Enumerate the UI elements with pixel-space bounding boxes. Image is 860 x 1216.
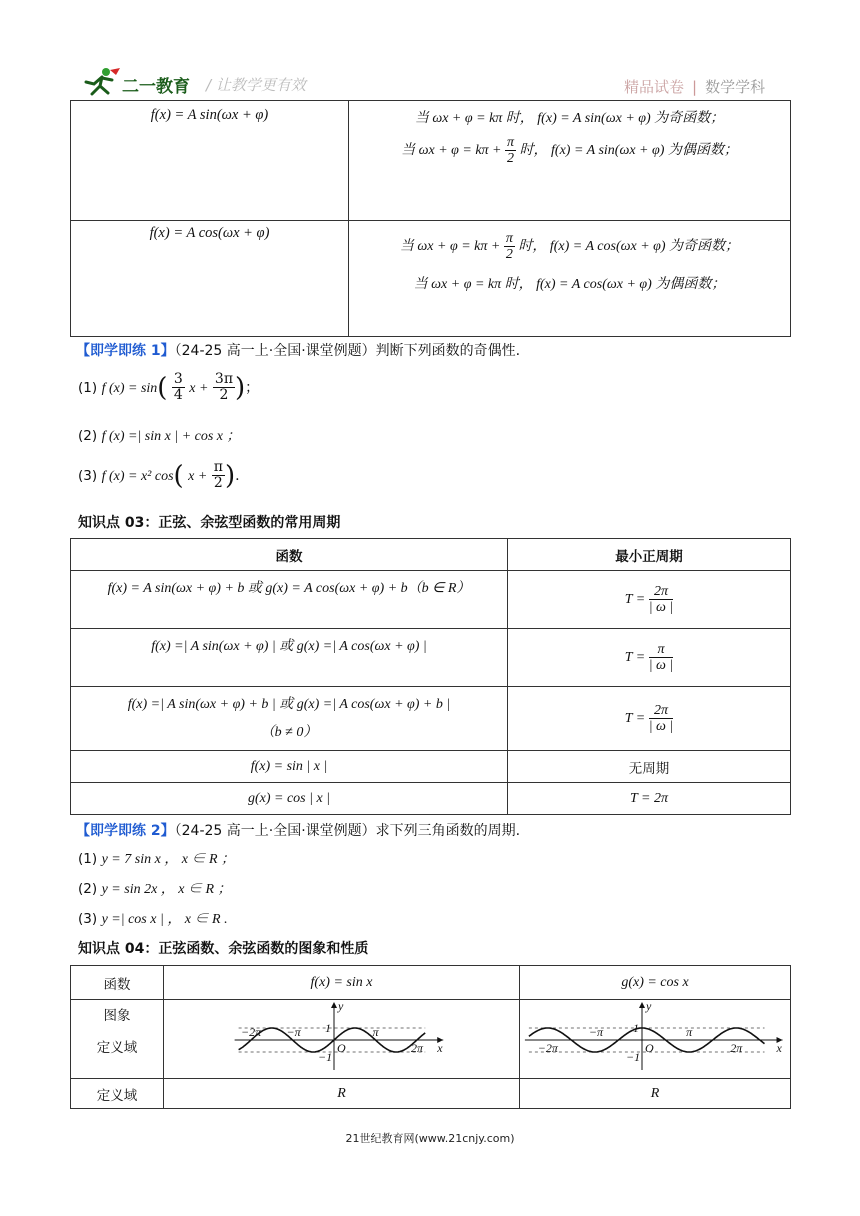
graph-table	[70, 965, 791, 1109]
practice2-tag: 【即学即练 2】	[76, 823, 175, 839]
y-axis-arrow-icon	[639, 1002, 645, 1008]
parity-func-cos: f(x) = A cos(ωx + φ)	[149, 225, 270, 241]
graph-row-domain	[71, 1079, 791, 1109]
period-row: f(x) = sin | x | 无周期	[71, 751, 791, 783]
fraction: $\frac{2\pi}{| \omega |}$	[648, 583, 674, 615]
period-row: f(x) = A sin(ωx + φ) + b 或 g(x) = A cos(ωx + φ) + b（b ∈ R） T = $\frac{2\pi}{| \omega |}$	[71, 571, 791, 629]
pi-label: π	[372, 1025, 379, 1039]
parity-table	[70, 100, 791, 337]
practice2-item-3: (3) y =| cos x | ， x ∈ R .	[78, 911, 228, 927]
parity-sin-odd: 当 ωx + φ = kπ 时， f(x) = A sin(ωx + φ) 为奇函数；	[414, 111, 725, 126]
neg-two-pi-label: −2π	[241, 1025, 262, 1039]
fraction: $\frac{\pi}{2}$	[213, 459, 223, 492]
parity-sin-even: 当 ωx + φ = kπ + $\frac{\pi}{2}$ 时， f(x) = A sin(ωx + φ) 为偶函数；	[401, 135, 738, 167]
pi-label: π	[686, 1025, 693, 1039]
parity-func-sin: f(x) = A sin(ωx + φ)	[150, 107, 269, 123]
practice1-heading	[76, 340, 520, 360]
fraction: $\frac{3\pi}{2}$	[214, 371, 234, 404]
period-head-func: 函数	[71, 539, 508, 571]
neg-one-label: −1	[318, 1050, 333, 1064]
practice1-item-3: (3) f (x) = x² cos( x + $\frac{\pi}{2}$ ).	[78, 459, 240, 492]
parity-cos-odd: 当 ωx + φ = kπ + $\frac{\pi}{2}$ 时， f(x) = A cos(ωx + φ) 为奇函数；	[399, 231, 740, 263]
fraction: $\frac{2\pi}{| \omega |}$	[648, 702, 674, 734]
origin-label: O	[337, 1041, 346, 1055]
runner-logo-icon	[80, 66, 124, 96]
two-pi-label: 2π	[730, 1041, 743, 1055]
period-row: g(x) = cos | x | T = 2π	[71, 783, 791, 815]
header-separator: |	[692, 78, 698, 96]
practice1-item-1: (1) f (x) = sin( $\frac{3}{4}$ x + $\frac{3\pi}{2}$ )；	[78, 371, 260, 404]
domain-label: 定义域	[71, 1079, 164, 1109]
parity-row-cos	[71, 221, 791, 337]
x-label: x	[437, 1041, 443, 1055]
brand-slogan: / 让教学更有效	[206, 76, 306, 94]
x-label: x	[776, 1041, 782, 1055]
graph-row-image	[71, 1000, 791, 1079]
header-subject: 数学学科	[705, 78, 766, 96]
practice2-item-1: (1) y = 7 sin x ， x ∈ R ；	[78, 851, 236, 867]
fraction: $\frac{\pi}{| \omega |}$	[648, 641, 674, 673]
period-row: f(x) =| A sin(ωx + φ) | 或 g(x) =| A cos(ωx + φ) | T = $\frac{\pi}{| \omega |}$	[71, 629, 791, 687]
neg-one-label: −1	[626, 1050, 641, 1064]
domain-sin: R	[164, 1079, 520, 1109]
period-head-period: 最小正周期	[508, 539, 791, 571]
neg-pi-label: −π	[286, 1025, 301, 1039]
domain-cos: R	[520, 1079, 791, 1109]
practice2-heading	[76, 820, 520, 840]
two-pi-label: 2π	[410, 1041, 423, 1055]
neg-pi-label: −π	[588, 1025, 603, 1039]
parity-row-sin	[71, 101, 791, 221]
parity-cos-even: 当 ωx + φ = kπ 时， f(x) = A cos(ωx + φ) 为偶函数；	[413, 276, 726, 292]
practice2-item-2: (2) y = sin 2x ， x ∈ R ；	[78, 881, 232, 897]
period-table-header	[71, 539, 791, 571]
sine-graph	[164, 1000, 519, 1074]
practice1-tag: 【即学即练 1】	[76, 343, 175, 359]
header-label: 精品试卷	[624, 78, 685, 96]
page-footer: 21世纪教育网(www.21cnjy.com)	[345, 1132, 515, 1145]
brand-name: 二一教育	[122, 77, 190, 97]
period-row: f(x) =| A sin(ωx + φ) + b | 或 g(x) =| A cos(ωx + φ) + b | （b ≠ 0） T = $\frac{2\pi}{| \omega |}$	[71, 687, 791, 751]
neg-two-pi-label: −2π	[537, 1041, 558, 1055]
graph-head-sin: f(x) = sin x	[164, 966, 520, 1000]
kp03-title: 知识点 03：正弦、余弦型函数的常用周期	[78, 515, 341, 531]
brand-logo	[80, 66, 124, 96]
period-table	[70, 538, 791, 815]
graph-head-func: 函数	[71, 966, 164, 1000]
y-axis-arrow-icon	[331, 1002, 337, 1008]
y-label: y	[338, 1000, 344, 1013]
fraction: $\frac{\pi}{2}$	[507, 135, 515, 167]
fraction: $\frac{3}{4}$	[173, 371, 183, 404]
one-label: 1	[633, 1021, 639, 1035]
practice1-source: （24-25 高一上·全国·课堂例题）判断下列函数的奇偶性.	[174, 343, 521, 359]
practice1-item-2: (2) f (x) =| sin x | + cos x ；	[78, 428, 241, 444]
origin-label: O	[645, 1041, 654, 1055]
graph-label-image: 图象	[103, 1008, 131, 1024]
kp04-title: 知识点 04：正弦函数、余弦函数的图象和性质	[78, 941, 369, 957]
y-label: y	[646, 1000, 652, 1013]
header-right	[624, 76, 765, 97]
cosine-graph	[520, 1000, 790, 1074]
graph-head-cos: g(x) = cos x	[520, 966, 791, 1000]
graph-label-domain: 定义域	[96, 1040, 138, 1056]
one-label: 1	[325, 1021, 331, 1035]
practice2-source: （24-25 高一上·全国·课堂例题）求下列三角函数的周期.	[174, 823, 521, 839]
graph-table-header	[71, 966, 791, 1000]
fraction: $\frac{\pi}{2}$	[505, 231, 513, 263]
